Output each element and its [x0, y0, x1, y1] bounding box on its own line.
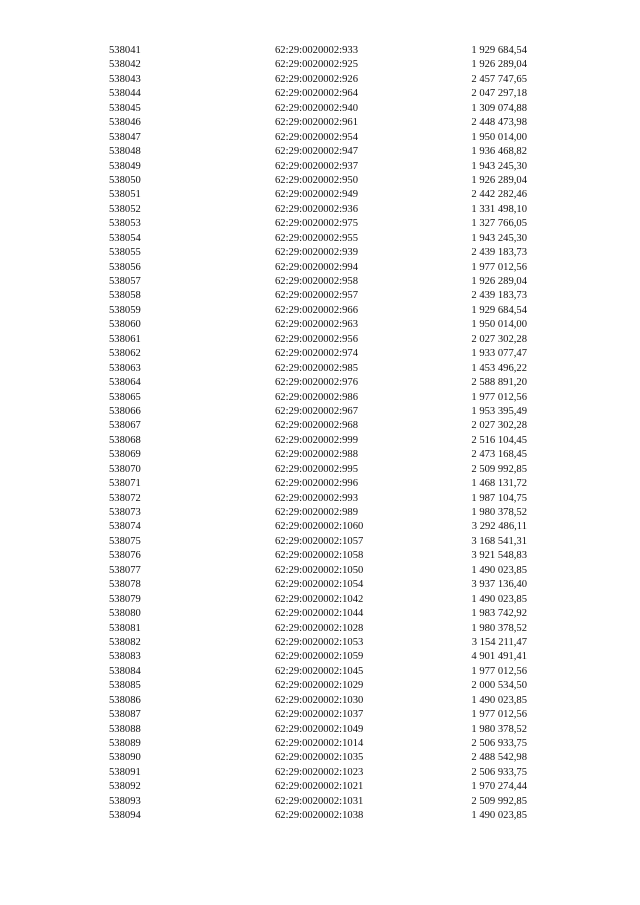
- cadastral-number-cell: 62:29:0020002:1049: [275, 723, 364, 735]
- object-number-cell: 538088: [109, 723, 141, 735]
- cadastral-number-cell: 62:29:0020002:1053: [275, 636, 364, 648]
- cadastral-value-cell: 2 442 282,46: [471, 189, 527, 201]
- cadastral-value-cell: 3 154 211,47: [471, 636, 527, 648]
- cadastral-number-cell: 62:29:0020002:988: [275, 449, 358, 461]
- cadastral-number-cell: 62:29:0020002:1045: [275, 665, 364, 677]
- object-number-cell: 538092: [109, 781, 141, 793]
- table-row: [109, 492, 527, 506]
- cadastral-number-cell: 62:29:0020002:950: [275, 174, 358, 186]
- cadastral-number-cell: 62:29:0020002:940: [275, 102, 358, 114]
- cadastral-number-cell: 62:29:0020002:996: [275, 478, 358, 490]
- table-row: [109, 463, 527, 477]
- cadastral-value-cell: 3 937 136,40: [471, 579, 527, 591]
- object-number-cell: 538078: [109, 579, 141, 591]
- table-row: [109, 362, 527, 376]
- object-number-cell: 538066: [109, 405, 141, 417]
- table-row: [109, 766, 527, 780]
- cadastral-number-cell: 62:29:0020002:958: [275, 276, 358, 287]
- object-number-cell: 538073: [109, 507, 141, 518]
- cadastral-number-cell: 62:29:0020002:975: [275, 218, 358, 230]
- cadastral-value-cell: 1 977 012,56: [471, 709, 527, 721]
- cadastral-value-cell: 2 506 933,75: [471, 766, 527, 778]
- table-row: [109, 708, 527, 722]
- cadastral-number-cell: 62:29:0020002:989: [275, 507, 358, 518]
- object-number-cell: 538077: [109, 564, 141, 576]
- table-row: [109, 665, 527, 679]
- object-number-cell: 538067: [109, 420, 141, 432]
- cadastral-number-cell: 62:29:0020002:1044: [275, 608, 364, 620]
- cadastral-value-cell: 1 490 023,85: [471, 694, 527, 706]
- table-row: [109, 679, 527, 693]
- cadastral-number-cell: 62:29:0020002:937: [275, 160, 358, 172]
- object-number-cell: 538065: [109, 391, 141, 403]
- object-number-cell: 538085: [109, 680, 141, 692]
- object-number-cell: 538047: [109, 131, 141, 143]
- object-number-cell: 538069: [109, 449, 141, 461]
- cadastral-number-cell: 62:29:0020002:1057: [275, 535, 364, 547]
- table-row: [109, 318, 527, 332]
- object-number-cell: 538063: [109, 362, 141, 374]
- object-number-cell: 538041: [109, 45, 141, 56]
- table-row: [109, 58, 527, 72]
- cadastral-value-cell: 1 980 378,52: [471, 622, 527, 634]
- cadastral-number-cell: 62:29:0020002:1037: [275, 709, 364, 721]
- cadastral-value-cell: 1 929 684,54: [471, 304, 527, 316]
- cadastral-value-cell: 1 309 074,88: [471, 102, 527, 114]
- object-number-cell: 538048: [109, 146, 141, 158]
- cadastral-number-cell: 62:29:0020002:966: [275, 304, 358, 316]
- object-number-cell: 538083: [109, 651, 141, 663]
- table-row: [109, 622, 527, 636]
- object-number-cell: 538089: [109, 738, 141, 749]
- table-row: [109, 217, 527, 231]
- object-number-cell: 538058: [109, 290, 141, 302]
- cadastral-number-cell: 62:29:0020002:954: [275, 131, 358, 143]
- cadastral-value-cell: 1 936 468,82: [471, 146, 527, 158]
- object-number-cell: 538059: [109, 304, 141, 316]
- object-number-cell: 538079: [109, 593, 141, 605]
- table-row: [109, 636, 527, 650]
- table-row: [109, 520, 527, 534]
- cadastral-number-cell: 62:29:0020002:961: [275, 117, 358, 129]
- table-row: [109, 347, 527, 361]
- object-number-cell: 538049: [109, 160, 141, 172]
- table-row: [109, 419, 527, 433]
- cadastral-value-cell: 2 516 104,45: [471, 434, 527, 446]
- cadastral-value-cell: 1 943 245,30: [471, 232, 527, 244]
- table-row: [109, 304, 527, 318]
- table-row: [109, 564, 527, 578]
- object-number-cell: 538068: [109, 434, 141, 446]
- object-number-cell: 538090: [109, 752, 141, 764]
- table-row: [109, 578, 527, 592]
- table-row: [109, 44, 527, 58]
- cadastral-number-cell: 62:29:0020002:986: [275, 391, 358, 403]
- cadastral-number-cell: 62:29:0020002:1038: [275, 810, 364, 822]
- object-number-cell: 538044: [109, 88, 141, 100]
- table-row: [109, 780, 527, 794]
- object-number-cell: 538052: [109, 203, 141, 215]
- table-row: [109, 607, 527, 621]
- table-row: [109, 87, 527, 101]
- cadastral-value-cell: 2 000 534,50: [471, 680, 527, 692]
- cadastral-number-cell: 62:29:0020002:1058: [275, 550, 364, 562]
- table-row: [109, 737, 527, 751]
- table-row: [109, 333, 527, 347]
- cadastral-value-table: [109, 44, 527, 824]
- cadastral-value-cell: 1 943 245,30: [471, 160, 527, 172]
- object-number-cell: 538075: [109, 535, 141, 547]
- table-row: [109, 593, 527, 607]
- cadastral-number-cell: 62:29:0020002:964: [275, 88, 358, 100]
- cadastral-value-cell: 1 977 012,56: [471, 391, 527, 403]
- cadastral-number-cell: 62:29:0020002:1054: [275, 579, 364, 591]
- object-number-cell: 538060: [109, 319, 141, 331]
- table-row: [109, 160, 527, 174]
- object-number-cell: 538045: [109, 102, 141, 114]
- cadastral-number-cell: 62:29:0020002:955: [275, 232, 358, 244]
- table-row: [109, 203, 527, 217]
- object-number-cell: 538093: [109, 795, 141, 807]
- object-number-cell: 538043: [109, 73, 141, 85]
- cadastral-number-cell: 62:29:0020002:949: [275, 189, 358, 201]
- cadastral-number-cell: 62:29:0020002:926: [275, 73, 358, 85]
- object-number-cell: 538056: [109, 261, 141, 273]
- cadastral-value-cell: 3 921 548,83: [471, 550, 527, 562]
- object-number-cell: 538086: [109, 694, 141, 706]
- cadastral-number-cell: 62:29:0020002:1030: [275, 694, 364, 706]
- cadastral-value-cell: 2 509 992,85: [471, 463, 527, 475]
- object-number-cell: 538053: [109, 218, 141, 230]
- cadastral-number-cell: 62:29:0020002:985: [275, 362, 358, 374]
- table-row: [109, 809, 527, 823]
- cadastral-number-cell: 62:29:0020002:1021: [275, 781, 364, 793]
- table-row: [109, 289, 527, 303]
- object-number-cell: 538057: [109, 276, 141, 287]
- object-number-cell: 538080: [109, 608, 141, 620]
- cadastral-value-cell: 3 168 541,31: [471, 535, 527, 547]
- table-row: [109, 694, 527, 708]
- object-number-cell: 538074: [109, 521, 141, 533]
- table-row: [109, 723, 527, 737]
- table-row: [109, 549, 527, 563]
- cadastral-value-cell: 3 292 486,11: [471, 521, 527, 533]
- object-number-cell: 538094: [109, 810, 141, 822]
- object-number-cell: 538042: [109, 59, 141, 71]
- cadastral-value-cell: 2 473 168,45: [471, 449, 527, 461]
- cadastral-value-cell: 2 588 891,20: [471, 377, 527, 389]
- table-row: [109, 145, 527, 159]
- cadastral-number-cell: 62:29:0020002:1028: [275, 622, 364, 634]
- cadastral-value-cell: 1 929 684,54: [471, 45, 527, 56]
- object-number-cell: 538070: [109, 463, 141, 475]
- cadastral-number-cell: 62:29:0020002:1035: [275, 752, 364, 764]
- object-number-cell: 538064: [109, 377, 141, 389]
- cadastral-number-cell: 62:29:0020002:995: [275, 463, 358, 475]
- cadastral-number-cell: 62:29:0020002:939: [275, 247, 358, 259]
- cadastral-number-cell: 62:29:0020002:968: [275, 420, 358, 432]
- table-row: [109, 275, 527, 289]
- cadastral-value-cell: 1 950 014,00: [471, 319, 527, 331]
- cadastral-value-cell: 2 488 542,98: [471, 752, 527, 764]
- table-row: [109, 391, 527, 405]
- object-number-cell: 538084: [109, 665, 141, 677]
- table-row: [109, 188, 527, 202]
- table-body: [109, 44, 527, 824]
- object-number-cell: 538061: [109, 333, 141, 345]
- object-number-cell: 538055: [109, 247, 141, 259]
- cadastral-number-cell: 62:29:0020002:1014: [275, 738, 364, 749]
- cadastral-value-cell: 1 950 014,00: [471, 131, 527, 143]
- cadastral-number-cell: 62:29:0020002:1023: [275, 766, 364, 778]
- cadastral-value-cell: 2 027 302,28: [471, 333, 527, 345]
- cadastral-number-cell: 62:29:0020002:1031: [275, 795, 364, 807]
- cadastral-value-cell: 2 047 297,18: [471, 88, 527, 100]
- cadastral-value-cell: 1 970 274,44: [471, 781, 527, 793]
- cadastral-number-cell: 62:29:0020002:1050: [275, 564, 364, 576]
- table-row: [109, 131, 527, 145]
- cadastral-value-cell: 1 490 023,85: [471, 593, 527, 605]
- table-row: [109, 795, 527, 809]
- cadastral-value-cell: 1 331 498,10: [471, 203, 527, 215]
- cadastral-value-cell: 2 509 992,85: [471, 795, 527, 807]
- table-row: [109, 535, 527, 549]
- cadastral-number-cell: 62:29:0020002:1059: [275, 651, 364, 663]
- cadastral-value-cell: 2 439 183,73: [471, 247, 527, 259]
- cadastral-value-cell: 1 983 742,92: [471, 608, 527, 620]
- table-row: [109, 261, 527, 275]
- cadastral-value-cell: 2 448 473,98: [471, 117, 527, 129]
- table-row: [109, 448, 527, 462]
- object-number-cell: 538072: [109, 492, 141, 504]
- object-number-cell: 538071: [109, 478, 141, 490]
- table-row: [109, 434, 527, 448]
- object-number-cell: 538076: [109, 550, 141, 562]
- cadastral-value-cell: 1 977 012,56: [471, 261, 527, 273]
- object-number-cell: 538091: [109, 766, 141, 778]
- object-number-cell: 538081: [109, 622, 141, 634]
- cadastral-value-cell: 2 439 183,73: [471, 290, 527, 302]
- cadastral-number-cell: 62:29:0020002:963: [275, 319, 358, 331]
- cadastral-value-cell: 1 980 378,52: [471, 723, 527, 735]
- cadastral-value-cell: 1 926 289,04: [471, 59, 527, 71]
- cadastral-value-cell: 1 953 395,49: [471, 405, 527, 417]
- table-row: [109, 232, 527, 246]
- table-row: [109, 174, 527, 188]
- object-number-cell: 538054: [109, 232, 141, 244]
- table-row: [109, 102, 527, 116]
- cadastral-number-cell: 62:29:0020002:956: [275, 333, 358, 345]
- object-number-cell: 538050: [109, 174, 141, 186]
- cadastral-value-cell: 1 453 496,22: [471, 362, 527, 374]
- cadastral-number-cell: 62:29:0020002:1029: [275, 680, 364, 692]
- object-number-cell: 538051: [109, 189, 141, 201]
- cadastral-value-cell: 1 926 289,04: [471, 276, 527, 287]
- table-row: [109, 477, 527, 491]
- cadastral-value-cell: 2 506 933,75: [471, 738, 527, 749]
- object-number-cell: 538087: [109, 709, 141, 721]
- cadastral-number-cell: 62:29:0020002:933: [275, 45, 358, 56]
- object-number-cell: 538046: [109, 117, 141, 129]
- table-row: [109, 116, 527, 130]
- cadastral-value-cell: 2 027 302,28: [471, 420, 527, 432]
- cadastral-value-cell: 1 987 104,75: [471, 492, 527, 504]
- cadastral-number-cell: 62:29:0020002:957: [275, 290, 358, 302]
- cadastral-number-cell: 62:29:0020002:967: [275, 405, 358, 417]
- cadastral-value-cell: 1 933 077,47: [471, 348, 527, 360]
- cadastral-number-cell: 62:29:0020002:947: [275, 146, 358, 158]
- object-number-cell: 538082: [109, 636, 141, 648]
- cadastral-value-cell: 1 490 023,85: [471, 810, 527, 822]
- cadastral-value-cell: 4 901 491,41: [471, 651, 527, 663]
- cadastral-value-cell: 1 926 289,04: [471, 174, 527, 186]
- cadastral-value-cell: 1 977 012,56: [471, 665, 527, 677]
- cadastral-number-cell: 62:29:0020002:1042: [275, 593, 364, 605]
- object-number-cell: 538062: [109, 348, 141, 360]
- table-row: [109, 506, 527, 520]
- table-row: [109, 246, 527, 260]
- cadastral-number-cell: 62:29:0020002:974: [275, 348, 358, 360]
- cadastral-value-cell: 1 490 023,85: [471, 564, 527, 576]
- cadastral-number-cell: 62:29:0020002:976: [275, 377, 358, 389]
- cadastral-number-cell: 62:29:0020002:994: [275, 261, 358, 273]
- cadastral-number-cell: 62:29:0020002:936: [275, 203, 358, 215]
- cadastral-number-cell: 62:29:0020002:925: [275, 59, 358, 71]
- cadastral-number-cell: 62:29:0020002:993: [275, 492, 358, 504]
- cadastral-value-cell: 1 468 131,72: [471, 478, 527, 490]
- table-row: [109, 751, 527, 765]
- table-row: [109, 376, 527, 390]
- cadastral-number-cell: 62:29:0020002:1060: [275, 521, 364, 533]
- table-row: [109, 73, 527, 87]
- cadastral-value-cell: 1 327 766,05: [471, 218, 527, 230]
- table-row: [109, 405, 527, 419]
- cadastral-value-cell: 2 457 747,65: [471, 73, 527, 85]
- cadastral-value-cell: 1 980 378,52: [471, 507, 527, 518]
- table-row: [109, 650, 527, 664]
- cadastral-number-cell: 62:29:0020002:999: [275, 434, 358, 446]
